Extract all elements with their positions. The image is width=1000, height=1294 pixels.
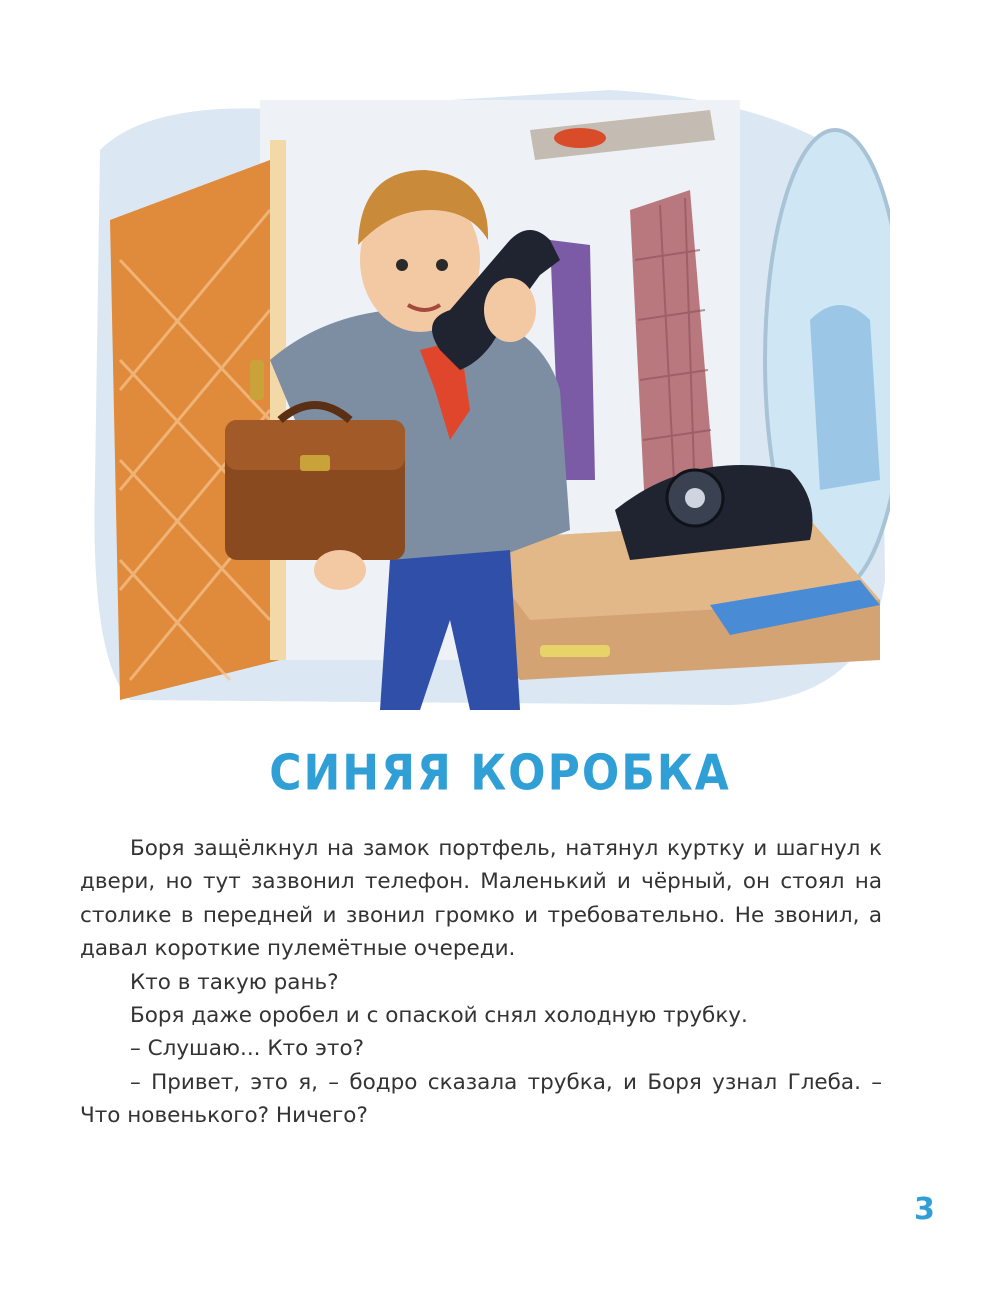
paragraph: Боря защёлкнул на замок портфель, натянул куртку и шагнул к двери, но тут зазвонил телефон. Маленький и чёрный, он стоял на столике в передней и звонил громко и требовательно. Не звонил, а давал короткие пулемётные очереди. [80, 836, 882, 962]
paragraph: Кто в такую рань? [130, 969, 339, 995]
story-text [80, 832, 882, 1133]
paragraph: – Привет, это я, – бодро сказала трубка, и Боря узнал Глеба. – Что новенького? Ничего? [80, 1069, 882, 1129]
chapter-title: СИНЯЯ КОРОБКА [269, 744, 731, 803]
page-number: 3 [914, 1192, 935, 1227]
paragraph: Боря даже оробел и с опаской снял холодную трубку. [130, 1003, 748, 1029]
paragraph: – Слушаю... Кто это? [130, 1036, 365, 1062]
story-illustration [90, 60, 890, 710]
